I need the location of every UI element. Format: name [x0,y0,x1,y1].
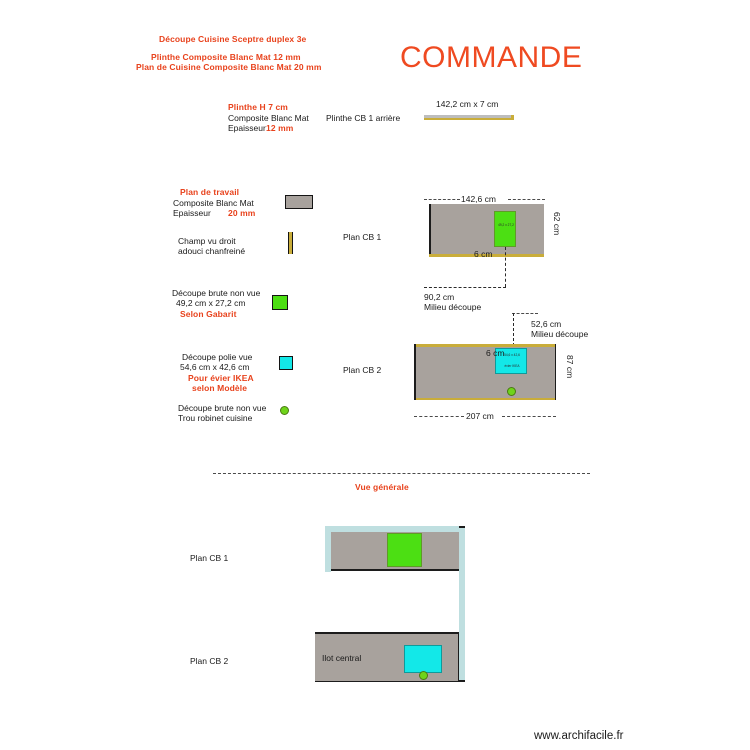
legend-decoupe-brute-line2: 49,2 cm x 27,2 cm [176,298,246,308]
plan-cb2-body [414,344,556,400]
legend-plandetravail-thickness-value: 20 mm [228,208,256,218]
legend-swatch-trou-robinet [280,406,289,415]
legend-swatch-decoupe-brute [272,295,288,310]
legend-champ-line1: Champ vu droit [178,236,236,246]
legend-plandetravail-material: Composite Blanc Mat [173,198,254,208]
footer-url[interactable]: www.archifacile.fr [534,730,624,742]
plan-cb2-edge-top [414,344,556,347]
legend-champ-line2: adouci chanfreiné [178,246,246,256]
plan-cb1-width-dim-line-right [508,199,545,200]
plinthe-cb1-dimension: 142,2 cm x 7 cm [436,99,499,109]
plan-cb1-cut-green [494,211,516,247]
legend-decoupe-polie-note2: selon Modèle [192,383,248,393]
plan-cb2-height-dim: 87 cm [565,355,575,379]
legend-decoupe-polie-line1: Découpe polie vue [182,352,253,362]
plan-cb1-center-leader-vertical [505,247,506,287]
general-wall-right-cap-top [459,526,465,528]
plan-cb1-center-dim-line1: 90,2 cm [424,292,455,302]
plinthe-cb1-label: Plinthe CB 1 arrière [326,113,401,123]
section-separator [213,473,590,474]
plan-cb1-offset-dim: 6 cm [474,249,493,259]
plan-cb2-width-dim-line-left [414,416,464,417]
legend-plandetravail-thickness-label: Epaisseur [173,208,211,218]
general-plan-cb2-edge-bottom [315,681,459,683]
legend-decoupe-brute-line1: Découpe brute non vue [172,288,261,298]
general-plan-cb2-edge-top [315,632,459,634]
plan-cb2-label: Plan CB 2 [343,365,382,375]
general-wall-right-cap-bottom [459,680,465,682]
general-plan-cb2-cut [404,645,442,673]
plan-cb1-height-dim: 62 cm [552,212,562,236]
plan-cb2-faucet-hole [507,387,516,396]
general-plan-cb2-faucet-hole [419,671,428,680]
vue-generale-title: Vue générale [355,482,409,492]
project-title-line3: Plan de Cuisine Composite Blanc Mat 20 mm [136,62,322,72]
plinthe-cb1-shape [424,115,514,120]
plinthe-cb1-end-cap [511,115,514,120]
legend-plinthe-thickness-label: Epaisseur [228,123,266,133]
legend-plinthe-material: Composite Blanc Mat [228,113,309,123]
plan-cb2-edge-bottom [414,398,556,401]
legend-trou-robinet-line1: Découpe brute non vue [178,403,267,413]
general-wall-right [459,526,465,682]
page-title: COMMANDE [400,41,583,74]
plan-cb1-cut-inner-text: 49,2 x 27,2 [498,223,514,227]
project-title-line1: Découpe Cuisine Sceptre duplex 3e [159,34,307,44]
general-plan-cb1-edge-bottom [331,569,459,571]
legend-plinthe-title: Plinthe H 7 cm [228,102,288,112]
plan-cb2-width-dim: 207 cm [466,411,494,421]
plan-cb1-label: Plan CB 1 [343,232,382,242]
project-title-line2: Plinthe Composite Blanc Mat 12 mm [151,52,301,62]
plan-cb2-edge-left [414,344,416,400]
plinthe-cb1-edge [424,118,512,120]
plan-cb2-cut-inner-line1: 54,6 x 42,6 [504,353,520,357]
plan-cb2-center-dim-line1: 52,6 cm [531,319,562,329]
general-ilot-label: Ilot central [322,653,362,663]
plan-cb2-center-dim-top-dash [512,313,538,314]
legend-plandetravail-title: Plan de travail [180,187,240,197]
plan-cb1-width-dim-line-left [424,199,460,200]
legend-swatch-champ [288,232,293,254]
plan-cb2-cut-inner-line2: évier IKEA [504,364,520,368]
general-plan-cb2-label: Plan CB 2 [190,656,229,666]
legend-decoupe-polie-line2: 54,6 cm x 42,6 cm [180,362,250,372]
legend-swatch-decoupe-polie [279,356,293,370]
general-plan-cb1-label: Plan CB 1 [190,553,229,563]
legend-trou-robinet-line2: Trou robinet cuisine [178,413,253,423]
general-plan-cb1-cut [387,533,422,567]
plan-cb2-offset-dim: 6 cm [486,348,505,358]
legend-decoupe-brute-note: Selon Gabarit [180,309,237,319]
legend-plinthe-thickness-value: 12 mm [266,123,294,133]
general-plan-cb2-edge-right [458,632,460,682]
legend-decoupe-polie-note1: Pour évier IKEA [188,373,254,383]
legend-swatch-plan-travail [285,195,313,209]
plan-cb1-center-leader-horizontal [424,287,506,288]
plan-cb2-center-dim-line2: Milieu découpe [531,329,589,339]
plan-cb1-width-dim: 142,6 cm [461,194,496,204]
plan-cb2-width-dim-line-right [502,416,556,417]
plan-cb1-edge-left [429,204,431,256]
plan-cb2-edge-right [555,344,557,400]
plan-cb1-center-dim-line2: Milieu découpe [424,302,482,312]
